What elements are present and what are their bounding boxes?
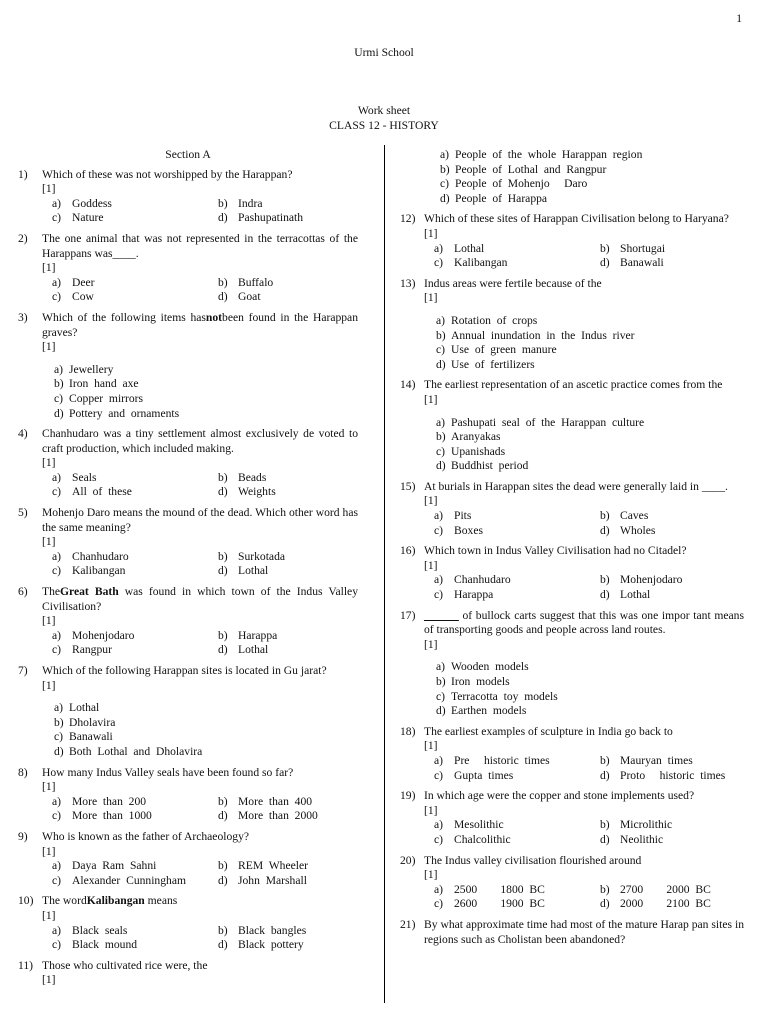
option-a: a) Pre historic times — [434, 753, 550, 767]
option-d: d) People of Harappa — [440, 191, 548, 205]
sheet-title: Work sheet — [357, 104, 411, 117]
option-c: c) Terracotta toy models — [436, 689, 558, 703]
option-c: c) 2600 1900 BC — [434, 897, 545, 911]
option-d: d) Pashupatinath — [218, 211, 304, 225]
option-b: b) People of Lothal and Rangpur — [440, 162, 607, 176]
question-20 — [400, 854, 744, 912]
question-number: 11) — [18, 958, 34, 972]
options — [52, 924, 358, 953]
question-number: 18) — [400, 724, 416, 738]
option-b: b) Iron hand axe — [54, 377, 139, 391]
question-number: 19) — [400, 789, 416, 803]
question-12 — [400, 212, 744, 270]
option-c: c) Banawali — [54, 730, 113, 744]
right-column — [400, 148, 744, 953]
question-4 — [18, 427, 358, 500]
option-b: b) Buffalo — [218, 275, 274, 289]
options — [52, 795, 358, 824]
question-14 — [400, 378, 744, 474]
question-number: 2) — [18, 231, 28, 245]
question-2 — [18, 232, 358, 305]
option-d: d) Lothal — [218, 564, 269, 578]
options — [54, 363, 358, 421]
option-c: c) Black mound — [52, 938, 138, 952]
option-a: a) Daya Ram Sahni — [52, 859, 157, 873]
question-7 — [18, 664, 358, 760]
option-a: a) Mesolithic — [434, 818, 504, 832]
question-16 — [400, 544, 744, 602]
question-text: Which town in Indus Valley Civilisation had no Citadel? — [424, 544, 687, 558]
school-name: Urmi School — [354, 46, 414, 59]
marks: [1] — [42, 535, 56, 549]
question-number: 15) — [400, 479, 416, 493]
option-d: d) Use of fertilizers — [436, 357, 535, 371]
options — [52, 276, 358, 305]
option-a: a) Mohenjodaro — [52, 628, 135, 642]
option-b: b) Caves — [600, 509, 649, 523]
question-21 — [400, 918, 744, 947]
option-d: d) Wholes — [600, 523, 656, 537]
option-c: c) Alexander Cunningham — [52, 873, 186, 887]
options — [52, 550, 358, 579]
option-a: a) Lothal — [54, 701, 100, 715]
option-d: d) Proto historic times — [600, 768, 726, 782]
option-b: b) Shortugai — [600, 241, 666, 255]
question-number: 13) — [400, 276, 416, 290]
marks: [1] — [42, 614, 56, 628]
question-number: 10) — [18, 894, 34, 908]
marks: [1] — [42, 456, 56, 470]
marks: [1] — [424, 392, 438, 406]
options — [52, 197, 358, 226]
question-18 — [400, 725, 744, 783]
option-a: a) Seals — [52, 470, 97, 484]
page-number: 1 — [736, 13, 742, 25]
column-divider — [384, 145, 385, 1003]
question-1 — [18, 168, 358, 226]
options — [436, 314, 744, 372]
question-number: 17) — [400, 608, 416, 622]
marks: [1] — [424, 291, 438, 305]
option-c: c) Upanishads — [436, 444, 506, 458]
option-a: a) Deer — [52, 275, 95, 289]
options — [52, 629, 358, 658]
question-number: 8) — [18, 765, 28, 779]
option-a: a) People of the whole Harappan region — [440, 148, 643, 161]
question-text: Who is known as the father of Archaeology? — [42, 829, 250, 843]
options — [54, 701, 358, 759]
option-d: d) 2000 2100 BC — [600, 897, 711, 911]
option-a: a) Black seals — [52, 923, 128, 937]
question-text: The Indus valley civilisation flourished around — [424, 853, 642, 867]
option-c: c) Gupta times — [434, 768, 514, 782]
option-b: b) Aranyakas — [436, 430, 501, 444]
option-b: b) Harappa — [218, 628, 278, 642]
option-b: b) Mohenjodaro — [600, 573, 683, 587]
question-text: Which of the following Harappan sites is located in Gu jarat? — [42, 664, 327, 677]
question-number: 7) — [18, 664, 28, 677]
question-15 — [400, 480, 744, 538]
option-c: c) Copper mirrors — [54, 391, 144, 405]
option-a: a) Wooden models — [436, 660, 529, 674]
option-c: c) Use of green manure — [436, 343, 557, 357]
option-a: a) Goddess — [52, 196, 112, 210]
marks: [1] — [424, 226, 438, 240]
marks: [1] — [42, 908, 56, 922]
option-b: b) Indra — [218, 196, 263, 210]
question-text: Those who cultivated rice were, the — [42, 958, 208, 972]
options — [52, 471, 358, 500]
option-b: b) Surkotada — [218, 549, 286, 563]
question-text: Which of these sites of Harappan Civilisation belong to Haryana? — [424, 212, 729, 226]
question-6 — [18, 585, 358, 658]
marks: [1] — [42, 678, 56, 692]
question-number: 6) — [18, 585, 28, 599]
options — [434, 818, 744, 847]
question-9 — [18, 830, 358, 888]
question-text: Chanhudaro was a tiny settlement almost exclusively de voted to craft production, which included making. — [42, 427, 358, 455]
marks: [1] — [424, 494, 438, 508]
option-d: d) Both Lothal and Dholavira — [54, 744, 203, 758]
option-d: d) Neolithic — [600, 832, 664, 846]
marks: [1] — [424, 803, 438, 817]
option-c: c) More than 1000 — [52, 809, 152, 823]
option-c: c) Harappa — [434, 588, 494, 602]
question-3 — [18, 311, 358, 421]
question-number: 9) — [18, 829, 28, 843]
option-b: b) Iron models — [436, 675, 510, 688]
option-c: c) Cow — [52, 290, 94, 304]
option-a: a) Jewellery — [54, 362, 114, 376]
question-text: The wordKalibangan means — [42, 894, 178, 908]
option-b: b) Black bangles — [218, 923, 307, 937]
marks: [1] — [424, 637, 438, 651]
option-d: d) Lothal — [218, 643, 269, 657]
option-a: a) Chanhudaro — [434, 573, 511, 587]
option-a: a) Lothal — [434, 241, 485, 255]
option-b: b) Beads — [218, 470, 267, 484]
options — [436, 660, 744, 718]
question-text: Which of the following items hasnotbeen found in the Harappan graves? — [42, 310, 359, 339]
question-text: The one animal that was not represented in the terracottas of the Harappans was____. — [42, 231, 358, 260]
option-c: c) Chalcolithic — [434, 832, 511, 846]
marks: [1] — [42, 973, 56, 987]
question-text: The earliest representation of an ascetic practice comes from the — [424, 378, 723, 392]
options — [436, 416, 744, 474]
question-17 — [400, 609, 744, 719]
question-number: 3) — [18, 310, 28, 324]
marks: [1] — [424, 558, 438, 572]
question-text: By what approximate time had most of the mature Harap pan sites in regions such as Cholistan been abandoned? — [424, 917, 744, 946]
question-8 — [18, 766, 358, 824]
question-text: How many Indus Valley seals have been found so far? — [42, 765, 294, 779]
options — [434, 242, 744, 271]
option-d: d) More than 2000 — [218, 809, 318, 823]
option-b: b) Dholavira — [54, 715, 116, 729]
options — [434, 883, 744, 912]
question-text: The earliest examples of sculpture in India go back to — [424, 724, 673, 738]
option-d: d) Weights — [218, 485, 276, 499]
question-13 — [400, 277, 744, 373]
marks: [1] — [424, 868, 438, 882]
option-a: a) Pashupati seal of the Harappan culture — [436, 415, 645, 429]
option-a: a) More than 200 — [52, 794, 147, 808]
option-d: d) Black pottery — [218, 938, 304, 952]
option-d: d) Goat — [218, 290, 261, 304]
question-number: 14) — [400, 378, 416, 392]
options — [434, 573, 744, 602]
left-column — [18, 148, 358, 994]
option-c: c) People of Mohenjo Daro — [440, 177, 588, 191]
option-d: d) Lothal — [600, 588, 651, 602]
option-b: b) Mauryan times — [600, 753, 693, 767]
option-b: b) Annual inundation in the Indus river — [436, 328, 635, 342]
section-heading: Section A — [165, 148, 211, 161]
options — [440, 148, 744, 206]
option-c: c) Kalibangan — [434, 256, 508, 270]
option-d: d) Buddhist period — [436, 459, 529, 473]
option-c: c) All of these — [52, 485, 132, 499]
option-c: c) Boxes — [434, 523, 483, 537]
option-d: d) Banawali — [600, 256, 664, 270]
option-a: a) Chanhudaro — [52, 549, 129, 563]
question-text: Which of these was not worshipped by the Harappan? — [42, 167, 293, 181]
question-number: 4) — [18, 427, 28, 441]
option-b: b) REM Wheeler — [218, 859, 308, 873]
question-5 — [18, 506, 358, 579]
options — [52, 859, 358, 888]
class-title: CLASS 12 - HISTORY — [329, 119, 439, 132]
question-number: 5) — [18, 506, 28, 520]
option-d: d) John Marshall — [218, 873, 307, 887]
options — [434, 509, 744, 538]
question-text: In which age were the copper and stone implements used? — [424, 789, 695, 803]
option-c: c) Nature — [52, 211, 104, 225]
question-number: 1) — [18, 167, 28, 181]
option-a: a) Pits — [434, 509, 472, 523]
question-number: 12) — [400, 212, 416, 226]
option-b: b) 2700 2000 BC — [600, 882, 711, 896]
option-d: d) Pottery and ornaments — [54, 406, 180, 420]
marks: [1] — [424, 739, 438, 753]
option-a: a) 2500 1800 BC — [434, 882, 545, 896]
question-10 — [18, 894, 358, 952]
marks: [1] — [42, 780, 56, 794]
options — [434, 754, 744, 783]
question-11 — [18, 959, 358, 988]
question-text: Indus areas were fertile because of the — [424, 276, 602, 290]
question-11-options — [400, 148, 744, 206]
option-c: c) Kalibangan — [52, 564, 126, 578]
question-number: 20) — [400, 853, 416, 867]
option-c: c) Rangpur — [52, 643, 112, 657]
option-a: a) Rotation of crops — [436, 313, 538, 327]
question-text: At burials in Harappan sites the dead were generally laid in ____. — [424, 479, 728, 493]
marks: [1] — [42, 182, 56, 196]
question-text: Mohenjo Daro means the mound of the dead. Which other word has the same meaning? — [42, 506, 358, 534]
question-text: TheGreat Bath was found in which town of the Indus Valley Civilisation? — [42, 585, 358, 613]
marks: [1] — [42, 340, 56, 354]
marks: [1] — [42, 844, 56, 858]
marks: [1] — [42, 261, 56, 275]
question-19 — [400, 789, 744, 847]
question-number: 21) — [400, 917, 416, 931]
option-b: b) More than 400 — [218, 794, 313, 808]
option-d: d) Earthen models — [436, 704, 527, 718]
question-text: ______ of bullock carts suggest that this was one impor tant means of transporting goods and people across land routes. — [424, 608, 744, 637]
option-b: b) Microlithic — [600, 818, 673, 832]
question-number: 16) — [400, 544, 416, 558]
